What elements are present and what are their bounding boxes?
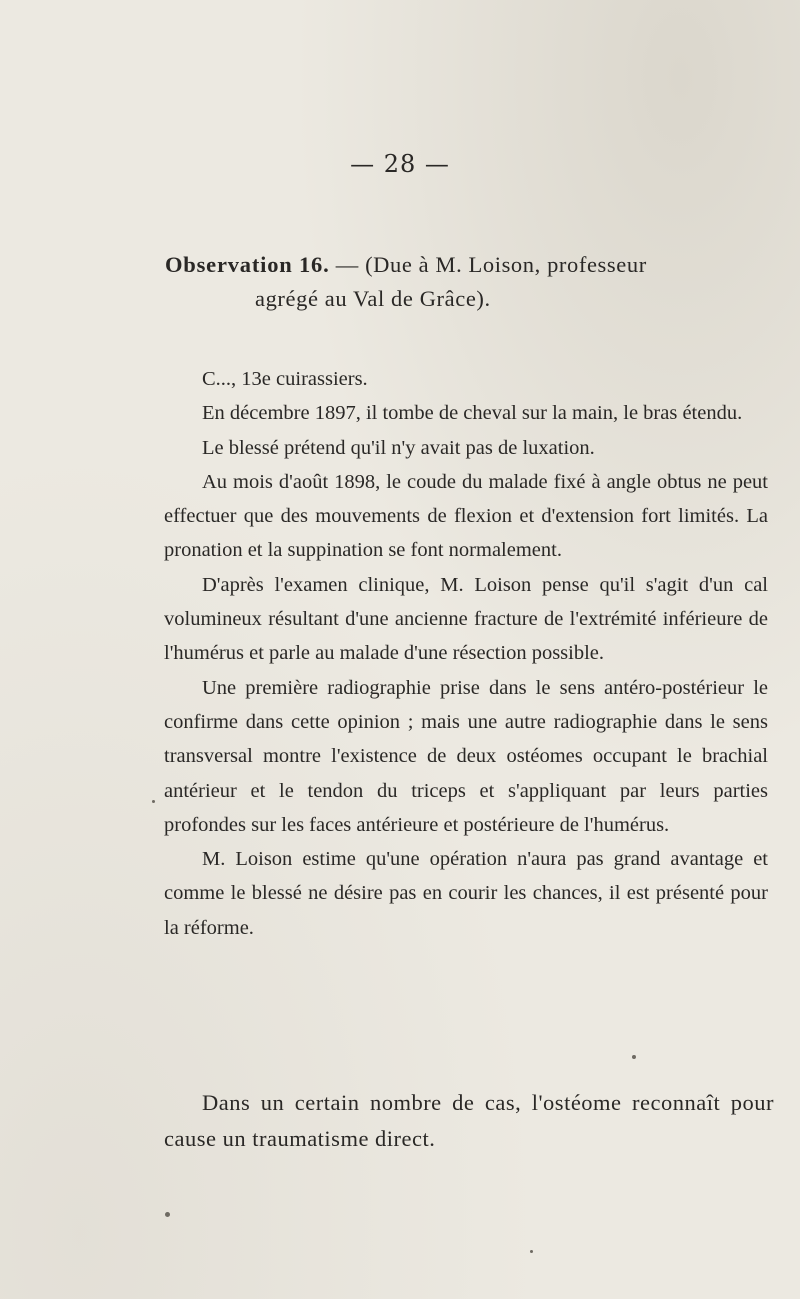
closing-paragraph — [164, 1085, 774, 1157]
paragraph-august-1898: Au mois d'août 1898, le coude du malade fixé à angle obtus ne peut effectuer que des mouvements de flexion et d'extension fort limités. La pronation et la suppination se font normalement. — [164, 470, 768, 562]
paragraph-clinical-exam: D'après l'examen clinique, M. Loison pense qu'il s'agit d'un cal volumineux résultant d'une ancienne fracture de l'extrémité inférieure de l'humérus et parle au malade d'une résection possible. — [164, 573, 768, 665]
paper-speck — [152, 800, 155, 803]
closing-text: Dans un certain nombre de cas, l'ostéome reconnaît pour cause un traumatisme direct. — [164, 1090, 774, 1151]
observation-attribution-line2: agrégé au Val de Grâce). — [255, 286, 491, 311]
observation-label: Observation 16. — [165, 252, 330, 277]
paragraph-conclusion: M. Loison estime qu'une opération n'aura pas grand avantage et comme le blessé ne désire pas en courir les chances, il est présenté pour la réforme. — [164, 848, 768, 939]
paper-speck — [530, 1250, 533, 1253]
paper-speck — [632, 1055, 636, 1059]
paragraph-radiography: Une première radiographie prise dans le sens antéro-postérieur le confirme dans cette opinion ; mais une autre radiographie dans le sens transversal montre l'existence de deux ostéomes occupant le brachial antérieur et le tendon du triceps et s'appliquant par leurs parties profondes sur les faces antérieure et postérieure de l'humérus. — [164, 676, 768, 836]
paper-speck — [165, 1212, 170, 1217]
observation-body — [164, 362, 768, 945]
page-number: — 28 — — [350, 150, 450, 178]
paragraph-injury: En décembre 1897, il tombe de cheval sur la main, le bras étendu. — [202, 402, 743, 425]
observation-heading — [165, 248, 775, 316]
observation-attribution: — (Due à M. Loison, professeur — [329, 252, 647, 277]
paragraph-luxation: Le blessé prétend qu'il n'y avait pas de luxation. — [202, 436, 595, 459]
paragraph-patient: C..., 13e cuirassiers. — [202, 368, 368, 390]
